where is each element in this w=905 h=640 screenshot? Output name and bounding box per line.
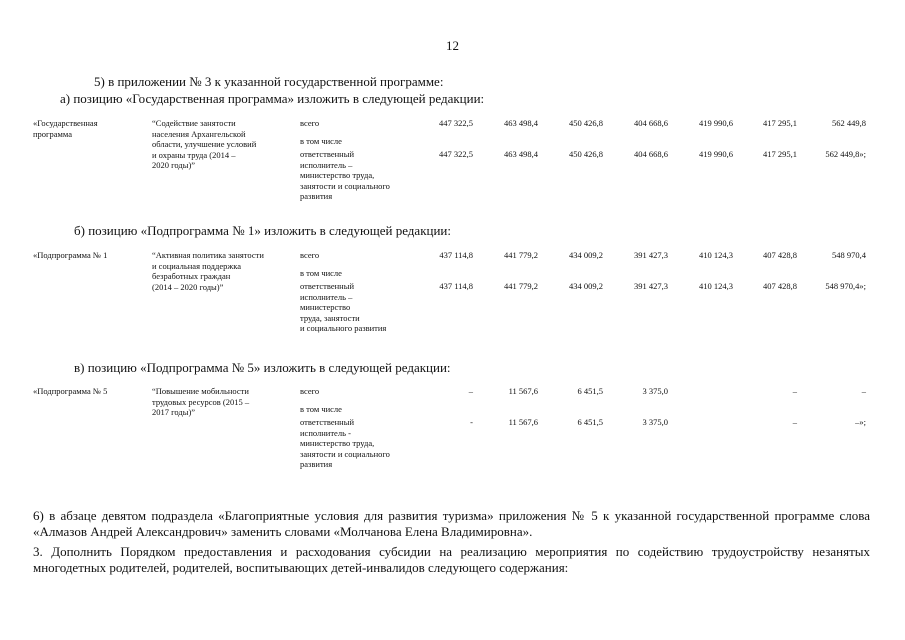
funding-value: 404 668,6 [634,118,668,128]
funding-value: 437 114,8 [439,281,473,291]
program-title-line: “Повышение мобильности [152,386,249,396]
row-label [300,281,386,334]
funding-value: 548 970,4»; [825,281,866,291]
program-name-line: программа [33,128,73,139]
funding-value: 6 451,5 [577,417,603,427]
row-label-line: министерство труда, [300,170,375,180]
funding-value: 419 990,6 [699,149,733,159]
row-label-line: в том числе [300,404,342,414]
row-label-line: развития [300,191,333,201]
funding-value: 463 498,4 [504,118,538,128]
program-title-line: трудовых ресурсов (2015 – [152,396,250,407]
program-title-line: и охраны труда (2014 – [152,149,236,160]
program-title [152,118,256,171]
paragraph-3: 3. Дополнить Порядком предоставления и расходования субсидии на реализацию мероприятия по содействию трудоустройству незанятых многодетных родителей, родителей, воспитывающих детей-инвалидов следующего содержания: [33,544,870,575]
funding-value: 407 428,8 [763,281,797,291]
funding-value: 391 427,3 [634,250,668,260]
funding-value: 11 567,6 [508,386,538,396]
funding-value: 3 375,0 [642,417,668,427]
paragraph-6: 6) в абзаце девятом подраздела «Благоприятные условия для развития туризма» приложения № 5 к указанной государственной программе слова «Алмазов Андрей Александрович» заменить словами «Молчанова Елена Владимировна». [33,508,870,539]
funding-value: 6 451,5 [577,386,603,396]
row-label [300,417,390,470]
program-name [33,386,107,397]
row-label-line: исполнитель – [300,291,353,302]
program-name-line: «Государственная [33,118,98,128]
row-label-line: в том числе [300,136,342,146]
row-label-line: труда, занятости [300,312,360,323]
program-title-line: (2014 – 2020 годы)” [152,281,224,292]
row-label-line: всего [300,118,320,128]
row-label-line: исполнитель – [300,159,353,170]
funding-value: 410 124,3 [699,250,733,260]
funding-value: –»; [855,417,866,427]
amendment-subitem-v: в) позицию «Подпрограмма № 5» изложить в следующей редакции: [74,360,451,375]
funding-value: – [792,417,797,427]
funding-value: 447 322,5 [439,118,473,128]
funding-value: 407 428,8 [763,250,797,260]
program-title [152,386,249,418]
program-name [33,118,98,139]
row-label-line: ответственный [300,281,354,291]
funding-value: 450 426,8 [569,118,603,128]
funding-value: 441 779,2 [504,281,538,291]
funding-value: 419 990,6 [699,118,733,128]
row-label [300,404,342,415]
program-title-line: 2020 годы)” [152,160,196,170]
funding-value: 450 426,8 [569,149,603,159]
funding-value: 11 567,6 [508,417,538,427]
funding-value: 463 498,4 [504,149,538,159]
program-title-line: “Содействие занятости [152,118,236,128]
row-label [300,136,342,147]
funding-value: 562 449,8»; [825,149,866,159]
funding-value: 410 124,3 [699,281,733,291]
funding-value: – [468,386,473,396]
funding-value: 548 970,4 [832,250,866,260]
program-name-line: «Подпрограмма № 5 [33,386,108,396]
row-label-line: всего [300,386,320,396]
funding-value: 404 668,6 [634,149,668,159]
funding-value: 562 449,8 [832,118,866,128]
row-label-line: и социального развития [300,323,387,333]
funding-value: – [861,386,866,396]
amendment-subitem-a: а) позицию «Государственная программа» изложить в следующей редакции: [60,91,485,106]
program-title-line: и социальная поддержка [152,260,241,271]
amendment-item-5: 5) в приложении № 3 к указанной государственной программе: [94,74,444,89]
funding-value: 434 009,2 [569,250,603,260]
row-label-line: министерство [300,302,351,312]
amendment-subitem-b: б) позицию «Подпрограмма № 1» изложить в следующей редакции: [74,223,451,238]
row-label-line: ответственный [300,417,354,427]
row-label-line: всего [300,250,320,260]
row-label [300,386,319,397]
funding-value: – [792,386,797,396]
funding-value: 434 009,2 [569,281,603,291]
row-label-line: в том числе [300,268,342,278]
row-label [300,268,342,279]
funding-value: 391 427,3 [634,281,668,291]
program-title-line: 2017 годы)” [152,407,196,417]
row-label-line: занятости и социального [300,180,390,191]
row-label [300,118,319,129]
row-label-line: развития [300,459,333,469]
row-label-line: министерство труда, [300,438,375,448]
funding-value: 417 295,1 [763,149,797,159]
program-name [33,250,107,261]
row-label [300,250,319,261]
funding-value: 447 322,5 [439,149,473,159]
program-title-line: безработных граждан [152,271,231,281]
program-title-line: “Активная политика занятости [152,250,264,260]
funding-value: 441 779,2 [504,250,538,260]
program-title [152,250,264,292]
funding-value: 417 295,1 [763,118,797,128]
funding-value: - [470,417,473,427]
row-label-line: исполнитель - [300,427,351,438]
row-label-line: занятости и социального [300,448,390,459]
funding-value: 437 114,8 [439,250,473,260]
row-label-line: ответственный [300,149,354,159]
program-title-line: области, улучшение условий [152,139,257,149]
page-number: 12 [446,38,459,53]
program-title-line: населения Архангельской [152,128,246,139]
program-name-line: «Подпрограмма № 1 [33,250,108,260]
funding-value: 3 375,0 [642,386,668,396]
row-label [300,149,390,202]
